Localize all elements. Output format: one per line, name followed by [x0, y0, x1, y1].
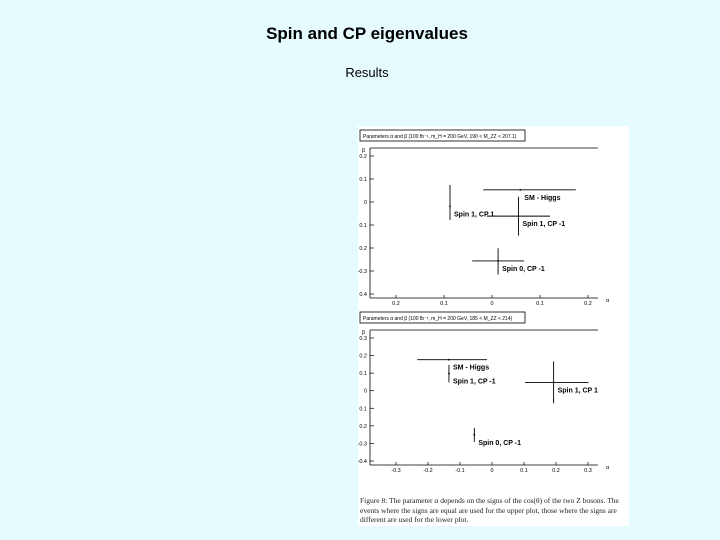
y-tick-label: -0.3	[358, 441, 367, 448]
data-point	[448, 373, 450, 375]
x-axis-label: α	[606, 465, 610, 471]
data-point	[449, 206, 451, 208]
data-point	[497, 260, 499, 262]
x-tick-label: 0.2	[584, 301, 592, 307]
y-tick-label: 0.2	[359, 246, 367, 252]
point-label: Spin 0, CP -1	[502, 265, 545, 273]
data-point	[448, 359, 450, 361]
slide-title: Spin and CP eigenvalues	[266, 24, 468, 43]
y-tick-label: 0.2	[359, 154, 367, 160]
y-tick-label: -0.4	[358, 459, 367, 465]
x-tick-label: -0.1	[455, 468, 465, 474]
slide-subtitle: Results	[345, 65, 389, 80]
figure-image	[358, 126, 629, 526]
y-tick-label: 0	[363, 388, 367, 395]
point-label: SM - Higgs	[524, 194, 561, 202]
y-tick-label: 0.2	[359, 353, 367, 360]
y-tick-label: 0.3	[359, 336, 367, 342]
y-tick-label: 0.1	[359, 406, 367, 413]
x-tick-label: 0	[490, 468, 494, 474]
point-label: Spin 1, CP 1	[454, 211, 495, 219]
x-tick-label: 0.1	[536, 301, 544, 307]
x-tick-label: -0.3	[391, 468, 401, 474]
x-tick-label: 0.2	[552, 468, 560, 474]
point-label: Spin 0, CP -1	[478, 439, 521, 447]
x-tick-label: 0.3	[584, 468, 592, 474]
x-axis-label: α	[606, 298, 610, 304]
x-tick-label: -0.2	[423, 468, 433, 474]
data-point	[518, 215, 520, 217]
x-tick-label: 0.1	[520, 468, 528, 474]
data-point	[519, 189, 521, 191]
x-tick-label: 0	[490, 301, 494, 307]
x-tick-label: 0.2	[392, 301, 400, 307]
point-label: Spin 1, CP 1	[557, 387, 598, 395]
data-point	[553, 382, 555, 384]
figure-caption: Figure 8: The parameter α depends on the signs of the cos(θ) of the two Z bosons. The events where the signs are equal are used for the upper plot, those where the signs are different are used for the lower plot.	[360, 496, 619, 524]
y-tick-label: 0.1	[359, 371, 367, 378]
data-point	[473, 434, 475, 436]
point-label: SM - Higgs	[452, 364, 490, 372]
y-tick-label: 0.1	[359, 223, 367, 229]
y-tick-label: 0.1	[359, 177, 367, 183]
plot-title: Parameters α and β (100 fb⁻¹, m_H = 200 GeV, 185 < M_ZZ < 214)	[363, 316, 513, 322]
point-label: Spin 1, CP -1	[452, 378, 496, 386]
plots-svg	[358, 126, 629, 496]
point-label: Spin 1, CP -1	[522, 221, 566, 229]
y-tick-label: -0.3	[358, 269, 367, 275]
plot-title: Parameters α and β (100 fb⁻¹, m_H = 200 GeV, 190 < M_ZZ < 207.1)	[363, 134, 517, 140]
y-axis-label: β	[362, 330, 366, 336]
y-axis-label: β	[362, 148, 366, 154]
x-tick-label: 0.1	[440, 301, 448, 307]
y-tick-label: 0.4	[359, 292, 367, 298]
y-tick-label: 0	[363, 200, 367, 206]
y-tick-label: 0.2	[359, 423, 367, 430]
